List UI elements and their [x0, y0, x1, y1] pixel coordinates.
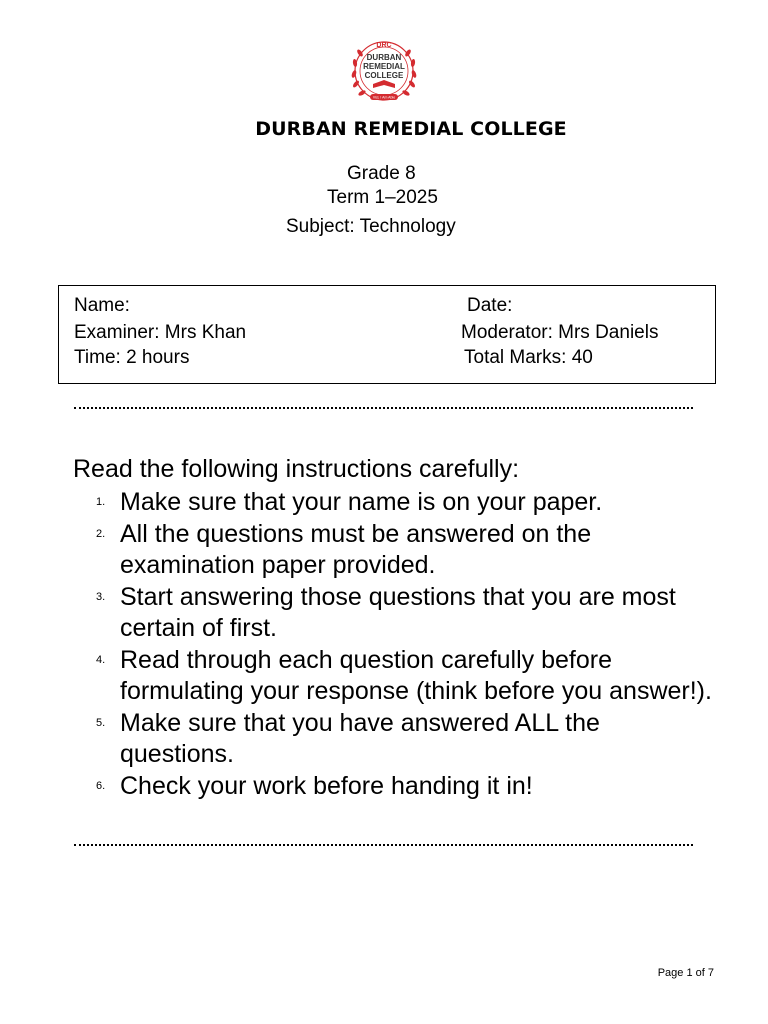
total-marks-label: Total Marks: 40: [464, 347, 593, 368]
subject-label: Subject: Technology: [286, 216, 456, 237]
instruction-text: Start answering those questions that you are most certain of first.: [120, 583, 676, 642]
instruction-text: Make sure that your name is on your paper.: [120, 488, 603, 516]
instruction-text: Make sure that you have answered ALL the questions.: [120, 709, 600, 768]
instruction-item: [0, 708, 768, 770]
school-name-heading: DURBAN REMEDIAL COLLEGE: [255, 118, 567, 140]
instruction-text: Read through each question carefully before formulating your response (think before you answer!).: [120, 646, 712, 705]
instruction-item: [0, 771, 768, 802]
term-label: Term 1–2025: [327, 187, 438, 208]
laurel-crest-icon: [340, 34, 428, 108]
grade-label: Grade 8: [347, 163, 416, 184]
instruction-number: 6.: [96, 780, 106, 792]
instruction-item: [0, 582, 768, 644]
instruction-text: All the questions must be answered on the examination paper provided.: [120, 520, 592, 579]
instructions-list: [0, 487, 768, 803]
instruction-number: 5.: [96, 717, 106, 729]
instruction-number: 3.: [96, 591, 106, 603]
logo-motto: Vici, I Am Able: [372, 95, 396, 100]
instruction-number: 1.: [96, 496, 106, 508]
instructions-title: Read the following instructions carefully:: [73, 455, 520, 483]
divider-bottom: [74, 844, 693, 846]
logo-line-3: COLLEGE: [364, 71, 404, 80]
logo-line-1: DURBAN: [366, 53, 402, 62]
instruction-text: Check your work before handing it in!: [120, 772, 533, 800]
page-number: Page 1 of 7: [657, 967, 714, 979]
name-field-label: Name:: [74, 295, 130, 316]
instruction-item: [0, 519, 768, 581]
exam-info-box: [58, 285, 716, 384]
school-logo: [340, 34, 428, 108]
logo-abbrev: DRC: [376, 42, 392, 49]
instruction-item: [0, 645, 768, 707]
date-field-label: Date:: [467, 295, 513, 316]
time-label: Time: 2 hours: [74, 347, 190, 368]
instruction-number: 2.: [96, 528, 106, 540]
logo-line-2: REMEDIAL: [363, 62, 405, 71]
instruction-number: 4.: [96, 654, 106, 666]
instruction-item: [0, 487, 768, 518]
divider-top: [74, 407, 693, 409]
moderator-label: Moderator: Mrs Daniels: [461, 322, 659, 343]
examiner-label: Examiner: Mrs Khan: [74, 322, 247, 343]
